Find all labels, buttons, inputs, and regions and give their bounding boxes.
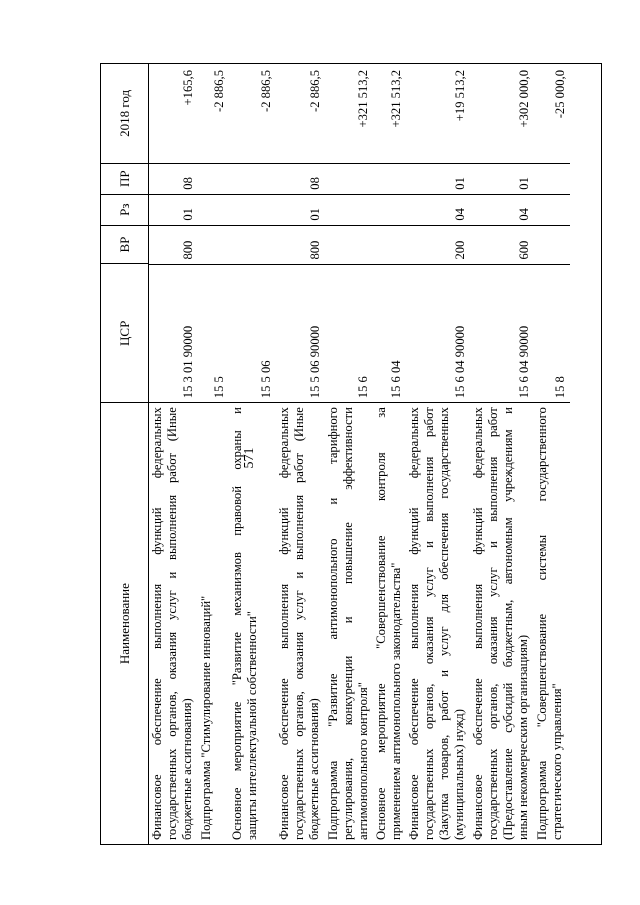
row-name	[325, 402, 373, 844]
row-name	[229, 402, 276, 844]
row-vr	[534, 225, 570, 264]
row-name	[198, 402, 229, 844]
row-amount: -2 886,5	[212, 70, 226, 112]
row-amount: -2 886,5	[259, 70, 273, 112]
table-row	[406, 64, 470, 844]
row-name-line: (Закупка товаров, работ и услуг для обеспечения государственных	[437, 407, 451, 840]
row-csr: 15 6 04 90000	[406, 264, 470, 403]
row-rz	[534, 194, 570, 225]
row-vr	[198, 225, 229, 264]
row-csr: 15 5	[198, 264, 229, 403]
header-csr: ЦСР	[101, 264, 148, 403]
row-rz: 01	[276, 194, 325, 225]
row-pr	[534, 163, 570, 194]
row-name-line: стратегического управления"	[550, 683, 564, 840]
row-name-line: антимонопольного контроля"	[356, 682, 370, 840]
row-name-line: (муниципальных) нужд)	[452, 709, 466, 840]
row-amount: +302 000,0	[517, 70, 531, 128]
row-rz: 04	[470, 194, 534, 225]
row-vr: 800	[149, 225, 198, 264]
row-name	[149, 402, 198, 844]
table-body	[149, 64, 570, 844]
row-name	[534, 402, 570, 844]
budget-table-container	[100, 63, 602, 845]
row-name	[406, 402, 470, 844]
row-vr	[229, 225, 276, 264]
row-csr: 15 6 04 90000	[470, 264, 534, 403]
table-row	[325, 64, 373, 844]
header-year: 2018 год	[116, 89, 132, 137]
table-row	[198, 64, 229, 844]
row-name-line: Подпрограмма "Совершенствование системы государственного	[535, 407, 549, 840]
row-amount: +321 513,2	[389, 70, 403, 128]
row-name-line: (Предоставление субсидий бюджетным, автономным учреждениям и	[501, 407, 515, 840]
row-csr: 15 5 06 90000	[276, 264, 325, 403]
row-csr: 15 6 04	[373, 264, 406, 403]
row-name-line: иным некоммерческим организациям)	[516, 634, 530, 840]
row-vr: 200	[406, 225, 470, 264]
row-rz	[325, 194, 373, 225]
row-amount: -25 000,0	[553, 70, 567, 119]
row-name	[276, 402, 325, 844]
row-csr: 15 6	[325, 264, 373, 403]
header-pr: ПР	[101, 163, 148, 194]
table-header-row	[101, 64, 149, 844]
header-vr: ВР	[101, 225, 148, 264]
row-csr: 15 3 01 90000	[149, 264, 198, 403]
row-name-line: применением антимонопольного законодательства"	[389, 562, 403, 840]
row-rz	[229, 194, 276, 225]
row-pr: 01	[470, 163, 534, 194]
row-name-line: Подпрограмма "Развитие антимонопольного и тарифного	[326, 407, 340, 840]
row-csr: 15 5 06	[229, 264, 276, 403]
row-csr: 15 8	[534, 264, 570, 403]
row-amount: +165,6	[181, 70, 195, 106]
row-name-line: Основное мероприятие "Совершенствование контроля за	[374, 407, 388, 840]
table-row	[534, 64, 570, 844]
row-pr	[198, 163, 229, 194]
row-rz	[373, 194, 406, 225]
table-row	[470, 64, 534, 844]
row-pr	[325, 163, 373, 194]
header-name: Наименование	[101, 402, 148, 844]
row-name	[373, 402, 406, 844]
row-pr: 08	[276, 163, 325, 194]
row-name	[470, 402, 534, 844]
row-vr: 600	[470, 225, 534, 264]
table-row	[149, 64, 198, 844]
row-name-line: Финансовое обеспечение выполнения функций федеральных	[277, 407, 291, 840]
budget-table-rotated	[100, 63, 602, 845]
row-amount: +321 513,2	[356, 70, 370, 128]
row-amount: +19 513,2	[453, 70, 467, 122]
row-name-line: государственных органов, оказания услуг и выполнения работ (Иные	[292, 407, 306, 840]
row-name-line: государственных органов, оказания услуг и выполнения работ (Иные	[165, 407, 179, 840]
page-number: 571	[242, 447, 257, 469]
header-rz: Рз	[101, 194, 148, 225]
table-row	[229, 64, 276, 844]
row-name-line: защиты интеллектуальной собственности"	[245, 611, 259, 840]
row-rz	[198, 194, 229, 225]
table-row	[276, 64, 325, 844]
row-vr: 800	[276, 225, 325, 264]
budget-table	[100, 63, 602, 845]
row-name-line: Финансовое обеспечение выполнения функций федеральных	[407, 407, 421, 840]
row-name-line: Финансовое обеспечение выполнения функций федеральных	[150, 407, 164, 840]
row-name-line: Подпрограмма "Стимулирование инноваций"	[199, 595, 213, 840]
row-name-line: государственных органов, оказания услуг и выполнения работ	[422, 407, 436, 840]
row-pr	[229, 163, 276, 194]
row-rz: 01	[149, 194, 198, 225]
row-name-line: Основное мероприятие "Развитие механизмов правовой охраны и	[230, 407, 244, 840]
row-rz: 04	[406, 194, 470, 225]
row-name-line: государственных органов, оказания услуг и выполнения работ	[486, 407, 500, 840]
table-row	[373, 64, 406, 844]
row-vr	[373, 225, 406, 264]
row-pr: 08	[149, 163, 198, 194]
row-name-line: бюджетные ассигнования)	[307, 698, 321, 840]
row-pr: 01	[406, 163, 470, 194]
row-pr	[373, 163, 406, 194]
row-amount: -2 886,5	[308, 70, 322, 112]
row-name-line: бюджетные ассигнования)	[180, 698, 194, 840]
row-name-line: регулирования, конкуренции и повышение эффективности	[341, 407, 355, 840]
row-vr	[325, 225, 373, 264]
row-name-line: Финансовое обеспечение выполнения функций федеральных	[471, 407, 485, 840]
